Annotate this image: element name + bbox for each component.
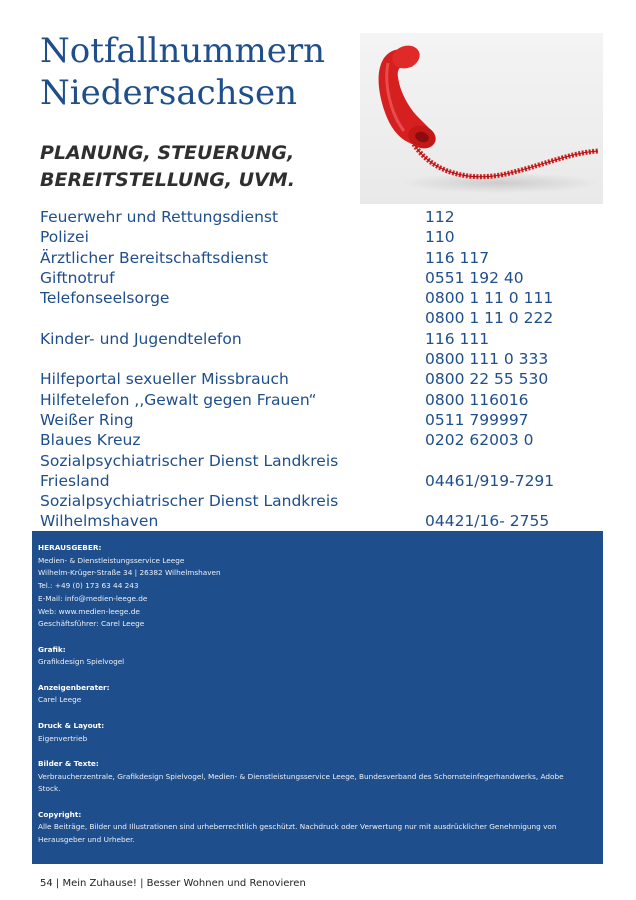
imprint-line: Medien- & Dienstleistungsservice Leege	[38, 555, 185, 565]
service-name: Polizei	[40, 228, 89, 247]
phone-number[interactable]: 0800 1 11 0 222	[425, 309, 554, 328]
number-row	[40, 491, 600, 511]
service-name: Friesland	[40, 471, 110, 490]
phone-number[interactable]: 116 117	[425, 248, 490, 267]
phone-number[interactable]: 0800 1 11 0 111	[425, 289, 554, 308]
imprint-heading: HERAUSGEBER:	[38, 543, 102, 552]
imprint-line: Grafikdesign Spielvogel	[38, 657, 125, 667]
number-row	[40, 308, 600, 328]
imprint-box	[32, 531, 603, 864]
imprint-ads	[38, 682, 597, 707]
number-row	[40, 227, 600, 247]
service-name: Telefonseelsorge	[40, 289, 170, 308]
phone-number[interactable]: 112	[425, 208, 455, 226]
service-name: Giftnotruf	[40, 268, 115, 287]
imprint-heading: Grafik:	[38, 644, 66, 654]
imprint-print	[38, 720, 597, 745]
title-line-1: Notfallnummern	[40, 31, 326, 71]
number-row	[40, 430, 600, 450]
emergency-number-list	[40, 207, 600, 532]
number-row	[40, 207, 600, 227]
imprint-line: Tel.: +49 (0) 173 63 44 243	[38, 581, 139, 591]
subtitle-line-2: BEREITSTELLUNG, UVM.	[40, 169, 295, 191]
number-row	[40, 248, 600, 268]
number-row	[40, 471, 600, 491]
phone-number[interactable]: 0202 62003 0	[425, 431, 534, 450]
service-name: Kinder- und Jugendtelefon	[40, 329, 242, 348]
phone-number[interactable]: 04421/16- 2755	[425, 512, 550, 531]
service-name: Feuerwehr und Rettungsdienst	[40, 208, 279, 226]
telephone-photo	[360, 33, 603, 204]
imprint-heading: Bilder & Texte:	[38, 758, 99, 768]
imprint-graphics	[38, 644, 597, 669]
imprint-line: Alle Beiträge, Bilder und Illustrationen sind urheberrechtlich geschützt. Nachdruck oder Verwertung nur mit ausdrücklicher Genehmigung von	[38, 822, 557, 832]
imprint-heading: Copyright:	[38, 809, 82, 819]
service-name: Ärztlicher Bereitschaftsdienst	[40, 248, 269, 267]
page-title	[40, 30, 370, 114]
title-line-2: Niedersachsen	[40, 73, 298, 113]
number-row	[40, 268, 600, 288]
service-name: Sozialpsychiatrischer Dienst Landkreis	[40, 451, 339, 470]
page-subtitle	[40, 140, 360, 194]
phone-number[interactable]: 116 111	[425, 329, 490, 348]
service-name: Hilfeportal sexueller Missbrauch	[40, 370, 289, 389]
number-row	[40, 451, 600, 471]
imprint-line: Wilhelm-Krüger-Straße 34 | 26382 Wilhelmshaven	[38, 568, 221, 578]
phone-number[interactable]: 0800 116016	[425, 390, 529, 409]
service-name: Weißer Ring	[40, 410, 134, 429]
phone-number[interactable]: 0800 111 0 333	[425, 350, 549, 369]
imprint-copyright	[38, 809, 597, 847]
imprint-publisher	[38, 542, 597, 631]
phone-number[interactable]: 110	[425, 228, 455, 247]
number-row	[40, 329, 600, 349]
service-name: Hilfetelefon ,,Gewalt gegen Frauen“	[40, 390, 317, 409]
number-row	[40, 390, 600, 410]
number-row	[40, 410, 600, 430]
imprint-line: Geschäftsführer: Carel Leege	[38, 619, 145, 629]
service-name: Wilhelmshaven	[40, 512, 159, 531]
red-telephone-receiver-icon	[360, 33, 603, 204]
subtitle-line-1: PLANUNG, STEUERUNG,	[40, 142, 295, 164]
phone-number[interactable]: 0551 192 40	[425, 268, 524, 287]
phone-number[interactable]: 0800 22 55 530	[425, 370, 549, 389]
imprint-heading: Anzeigenberater:	[38, 682, 110, 692]
service-name: Sozialpsychiatrischer Dienst Landkreis	[40, 492, 339, 511]
imprint-line: Eigenvertrieb	[38, 733, 88, 743]
imprint-line: Carel Leege	[38, 695, 82, 705]
service-name: Blaues Kreuz	[40, 431, 141, 450]
phone-number[interactable]: 04461/919-7291	[425, 471, 555, 490]
page-footer: 54 | Mein Zuhause! | Besser Wohnen und Renovieren	[40, 878, 306, 889]
imprint-line: Herausgeber und Urheber.	[38, 835, 135, 845]
imprint-images	[38, 758, 597, 796]
number-row	[40, 369, 600, 389]
imprint-web[interactable]: Web: www.medien-leege.de	[38, 606, 140, 616]
imprint-line: Stock.	[38, 784, 61, 794]
phone-number[interactable]: 0511 799997	[425, 410, 529, 429]
number-row	[40, 288, 600, 308]
imprint-line: Verbraucherzentrale, Grafikdesign Spielvogel, Medien- & Dienstleistungsservice Leege, Bundesverband des Schornsteinfegerhandwerks, Adobe	[38, 771, 564, 781]
imprint-heading: Druck & Layout:	[38, 720, 105, 730]
imprint-email[interactable]: E-Mail: info@medien-leege.de	[38, 593, 148, 603]
number-row	[40, 511, 600, 531]
number-row	[40, 349, 600, 369]
